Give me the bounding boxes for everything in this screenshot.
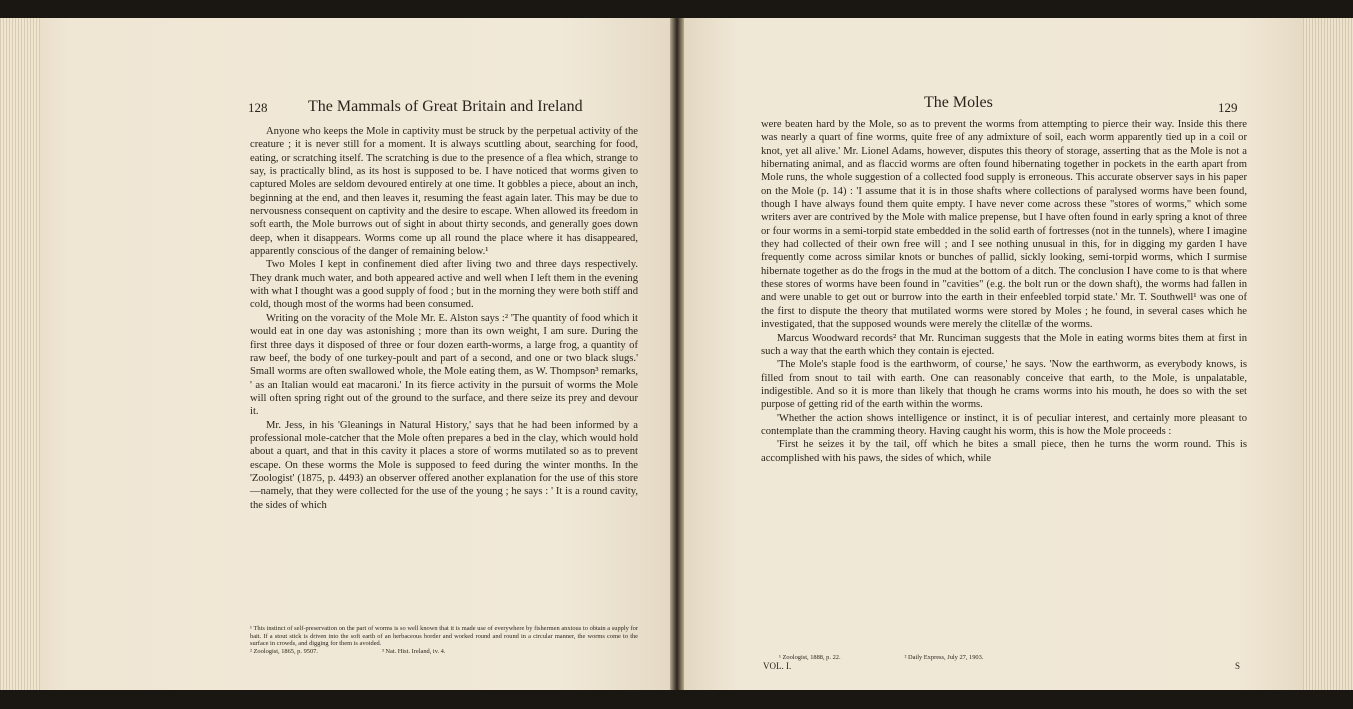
footnote: ² Zoologist, 1865, p. 9507. ³ Nat. Hist. Ireland, iv. 4.	[250, 647, 446, 655]
right-paragraph: 'The Mole's staple food is the earthworm, of course,' he says. 'Now the earthworm, as everybody knows, is filled from snout to tail with earth. One can reasonably conceive that earth, to the Mole, is unpalatable, indigestible. And so it is more than likely that though he crams worms into his mouth, he does so with the set purpose of getting rid of the earth within the worms.	[761, 359, 1247, 411]
footnote: ¹ This instinct of self-preservation on the part of worms is so well known that it is made use of everywhere by fishermen anxious to obtain a supply for bait. If a stout stick is driven into the soft earth of an herbaceous border and worked round and round in a circular manner, the worms come to the surface in crowds, and digging for them is avoided.	[250, 625, 638, 648]
right-body-text	[761, 118, 1247, 465]
right-paragraph: 'Whether the action shows intelligence or instinct, it is of peculiar interest, and certainly more pleasant to contemplate than the cramming theory. Having caught his worm, this is how the Mole proceeds :	[761, 412, 1247, 437]
left-page-number: 128	[248, 100, 268, 115]
right-paragraph: were beaten hard by the Mole, so as to prevent the worms from attempting to pierce their way. Inside this there was nearly a quart of fine worms, quite free of any admixture of soil, each worm apparently tied up in a coil or knot, yet all alive.' Mr. Lionel Adams, however, disputes this theory of storage, asserting that as the Mole is not a hibernating animal, and as flaccid worms are often found hibernating together in pockets in the earth apart from Mole runs, the whole suggestion of a collected food supply is erroneous. This accurate observer says in his paper on the Mole (p. 14) : 'I assume that it is in those shafts where collections of paralysed worms have been found, though I have always found them quite empty. I have never come across these "stores of worms," which some writers aver are contrived by the Mole with malice prepense, but I have often found in early spring a knot of three or four worms in a semi-torpid state embedded in the solid earth of fortresses (not in the tunnels), where I imagine they had collected of their own free will ; and I see nothing unusual in this, for in digging my garden I have frequently come across similar knots or bunches of pallid, sickly looking, semi-torpid worms, which I surmise hibernate together as do the frogs in the mud at the bottom of a ditch. The conclusion I have come to is that where these stores of worms have been found in "cavities" (e.g. the bolt run or the down shaft), the worms had fallen in and were unable to get out or burrow into the earth in their enfeebled torpid state.' Mr. T. Southwell¹ was one of the first to dispute the theory that mutilated worms were stored by Moles ; he found, in several cases which he investigated, that the supposed wounds were merely the clitellæ of the worms.	[761, 119, 1247, 331]
left-paragraph: Two Moles I kept in confinement died after living two and three days respectively. They drank much water, and both appeared active and well when I left them in the evening with what I thought was a good supply of food ; but in the morning they were both stiff and cold, though most of the worms had been consumed.	[250, 259, 638, 311]
left-page-edges	[0, 18, 40, 690]
left-paragraph: Writing on the voracity of the Mole Mr. E. Alston says :² 'The quantity of food which it would eat in one day was astonishing ; more than its own weight, I am sure. During the first three days it disposed of three or four dozen earth-worms, a large frog, a quantity of raw beef, the body of one turkey-poult and part of a second, and one or two black slugs.' Small worms are often swallowed whole, the Mole eating them, as W. Thompson³ remarks, ' as an Italian would eat macaroni.' In its fierce activity in the pursuit of worms the Mole will often spring right out of the ground to the surface, and there seize its prey and devour it.	[250, 312, 638, 418]
left-footnotes	[250, 625, 638, 655]
right-paragraph: 'First he seizes it by the tail, off which he bites a small piece, then he turns the worm round. This is accomplished with his paws, the sides of which, while	[761, 439, 1247, 464]
left-paragraph: Mr. Jess, in his 'Gleanings in Natural History,' says that he had been informed by a professional mole-catcher that the Mole often prepares a bed in the clay, which would hold about a quart, and that in this cavity it places a store of worms mutilated so as to prevent escape. On these worms the Mole is supposed to feed during the winter months. In the 'Zoologist' (1875, p. 4493) an observer offered another explanation for the use of this store—namely, that they were collected for the use of the young ; he says : ' It is a round cavity, the sides of which	[250, 419, 638, 511]
left-page	[0, 18, 676, 690]
signature-volume: VOL. I.	[763, 661, 792, 671]
left-paragraph: Anyone who keeps the Mole in captivity must be struck by the perpetual activity of the creature ; it is never still for a moment. It is always scuttling about, searching for food, eating, or scratching itself. The scratching is due to the presence of a flea which, strange to say, is practically blind, as its host is supposed to be. I have noticed that worms given to captured Moles are seldom devoured entirely at one time. It gobbles a piece, about an inch, beginning at the end, and then leaves it, resuming the feast again later. This may be due to nervousness consequent on captivity and the desire to escape. When allowed its freedom in soft earth, the Mole burrows out of sight in about thirty seconds, and generally goes down deep, when it disappears. Worms come up all round the place where it has disappeared, apparently conscious of the danger of remaining below.¹	[250, 126, 638, 258]
right-paragraph: Marcus Woodward records² that Mr. Runciman suggests that the Mole in eating worms bites them at first in such a way that the earth which they contain is ejected.	[761, 332, 1247, 357]
left-body-text	[250, 125, 638, 512]
right-running-title: The Moles	[924, 94, 993, 111]
book-gutter	[670, 18, 684, 690]
right-page	[679, 18, 1353, 690]
left-running-title: The Mammals of Great Britain and Ireland	[308, 98, 583, 115]
right-page-edges	[1303, 18, 1353, 690]
right-footnotes	[779, 654, 1239, 662]
footnote: ¹ Zoologist, 1888, p. 22. ² Daily Express, July 27, 1903.	[779, 654, 984, 661]
signature-mark: S	[1235, 661, 1241, 671]
right-page-number: 129	[1218, 100, 1238, 115]
